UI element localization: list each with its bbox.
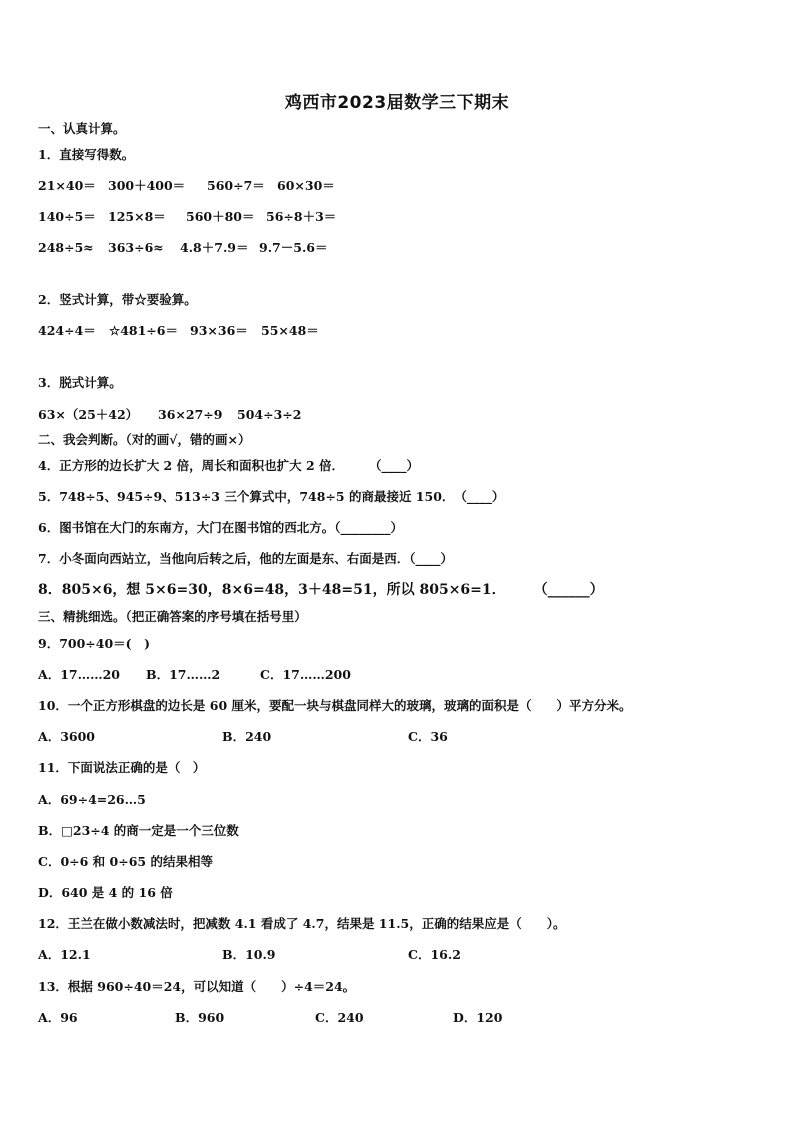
q11-option-d: D．640 是 4 的 16 倍 [38,885,173,900]
q3-label: 3．脱式计算。 [38,375,122,390]
q12-option-a: A．12.1 [38,947,91,962]
q1-item: 140÷5＝ [38,209,96,224]
q3-item: 504÷3÷2 [237,407,302,422]
q1-item: 56÷8＋3＝ [266,209,337,224]
q9-stem: 9．700÷40＝( ) [38,636,150,651]
q3-item: 36×27÷9 [158,407,223,422]
judge-question-7: 7．小冬面向西站立，当他向后转之后，他的左面是东、右面是西．（____） [38,551,453,566]
q1-item: 300＋400＝ [108,178,186,193]
q1-item: 363÷6≈ [108,240,164,255]
q11-stem: 11．下面说法正确的是（ ） [38,760,206,775]
q11-option-a: A．69÷4=26…5 [38,792,146,807]
q11-option-c: C．0÷6 和 0÷65 的结果相等 [38,854,213,869]
q12-option-b: B．10.9 [222,947,276,962]
q12-stem: 12．王兰在做小数减法时，把减数 4.1 看成了 4.7，结果是 11.5，正确的结果应是（ ）。 [38,916,566,931]
q2-label: 2．竖式计算，带☆要验算。 [38,292,197,307]
q13-option-d: D．120 [453,1010,503,1025]
q2-item: 424÷4＝ [38,323,96,338]
q9-option-a: A．17……20 [38,667,120,682]
q9-option-c: C．17……200 [260,667,351,682]
q13-option-b: B．960 [175,1010,225,1025]
q1-item: 21×40＝ [38,178,96,193]
q13-stem: 13．根据 960÷40＝24，可以知道（ ）÷4＝24。 [38,979,356,994]
section2-heading: 二、我会判断。（对的画√，错的画×） [38,432,251,447]
q10-stem: 10．一个正方形棋盘的边长是 60 厘米，要配一块与棋盘同样大的玻璃，玻璃的面积是（ ）平方分米。 [38,698,632,713]
q13-option-c: C．240 [315,1010,364,1025]
q1-item: 248÷5≈ [38,240,94,255]
judge-question-6: 6．图书馆在大门的东南方，大门在图书馆的西北方。（________） [38,520,403,535]
q10-option-b: B．240 [222,729,272,744]
q10-option-c: C．36 [408,729,448,744]
q1-item: 560÷7＝ [207,178,265,193]
q1-item: 560＋80＝ [186,209,255,224]
q1-item: 4.8＋7.9＝ [180,240,249,255]
q11-option-b: B．□23÷4 的商一定是一个三位数 [38,823,239,838]
judge-question-4: 4．正方形的边长扩大 2 倍，周长和面积也扩大 2 倍． （____） [38,458,420,473]
section1-heading: 一、认真计算。 [38,121,126,136]
q12-option-c: C．16.2 [408,947,461,962]
q2-item: 93×36＝ [190,323,248,338]
q1-item: 60×30＝ [277,178,335,193]
q2-item: 55×48＝ [261,323,319,338]
q13-option-a: A．96 [38,1010,78,1025]
q3-item: 63×（25＋42） [38,407,139,422]
judge-question-8: 8．805×6，想 5×6=30，8×6=48，3＋48=51，所以 805×6=1． （______） [38,582,604,598]
section3-heading: 三、精挑细选。（把正确答案的序号填在括号里） [38,609,307,624]
q10-option-a: A．3600 [38,729,95,744]
q1-item: 9.7－5.6＝ [259,240,328,255]
judge-question-5: 5．748÷5、945÷9、513÷3 三个算式中，748÷5 的商最接近 150． （____） [38,489,505,504]
page-title: 鸡西市2023届数学三下期末 [284,93,510,113]
q1-label: 1．直接写得数。 [38,147,135,162]
q2-item: ☆481÷6＝ [109,323,178,338]
q9-option-b: B．17……2 [146,667,221,682]
q1-item: 125×8＝ [108,209,166,224]
